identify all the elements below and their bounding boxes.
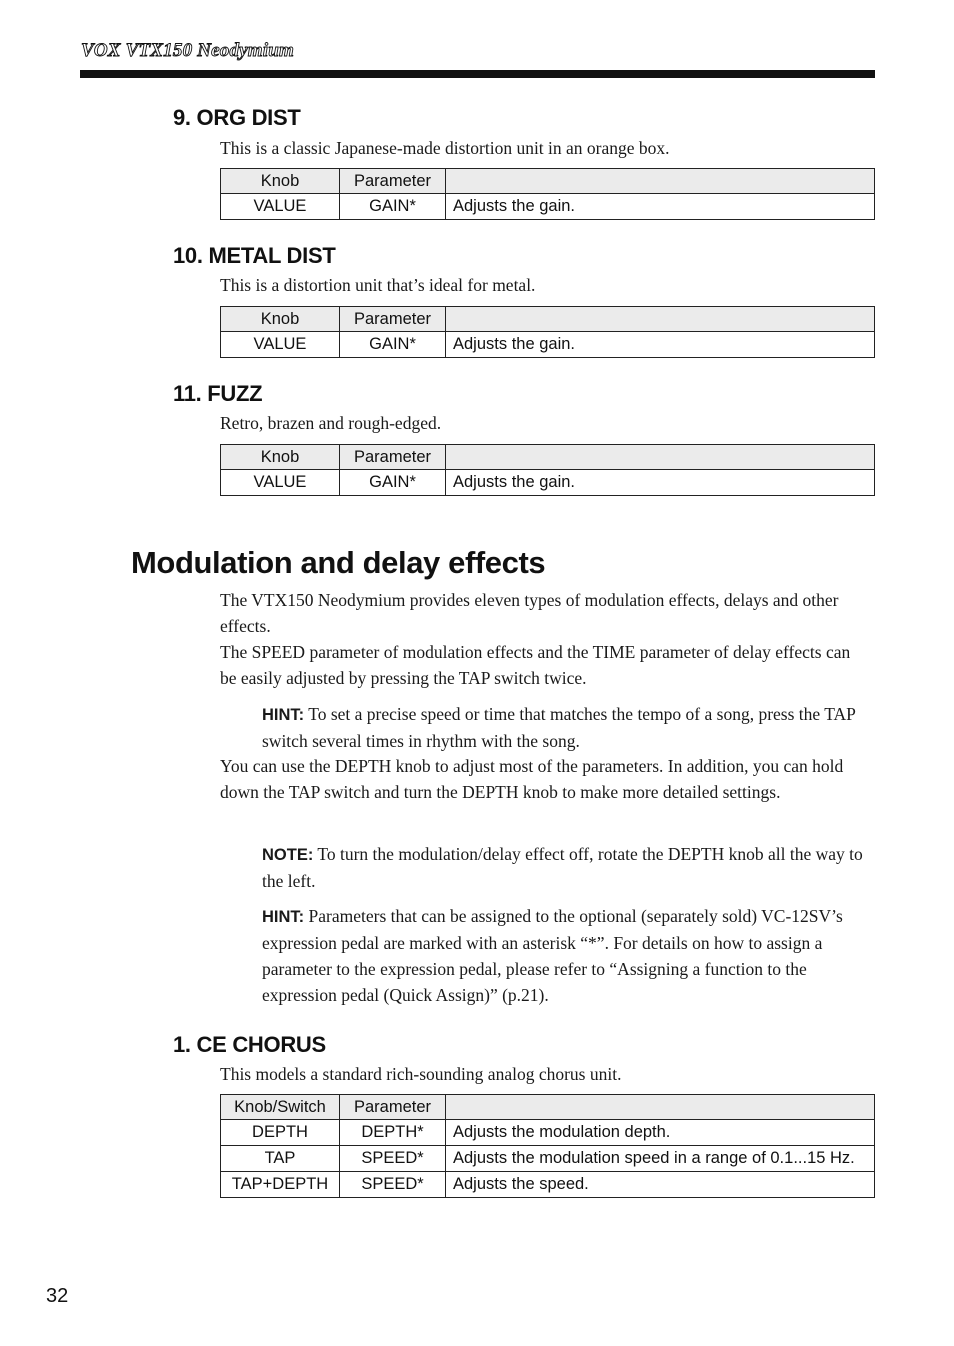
header-rule xyxy=(80,70,875,78)
section-description-fuzz: Retro, brazen and rough-edged. xyxy=(220,413,442,433)
section-description-metal-dist: This is a distortion unit that’s ideal for metal. xyxy=(220,275,536,295)
column-header-parameter: Parameter xyxy=(340,445,446,470)
param-table-org-dist xyxy=(220,168,875,220)
section-description-org-dist: This is a classic Japanese-made distortion unit in an orange box. xyxy=(220,138,670,158)
intro-paragraph: The VTX150 Neodymium provides eleven types of modulation effects, delays and other effects. xyxy=(220,590,839,636)
section-heading-ce-chorus: 1. CE CHORUS xyxy=(173,1032,326,1057)
table-row xyxy=(221,332,875,358)
page-number: 32 xyxy=(46,1285,69,1307)
param-table-fuzz xyxy=(220,444,875,496)
parameter-cell: GAIN* xyxy=(340,332,446,358)
depth-paragraph: You can use the DEPTH knob to adjust most of the parameters. In addition, you can hold down the TAP switch and turn the DEPTH knob to make more detailed settings. xyxy=(220,756,844,802)
note-effect-off xyxy=(262,841,872,894)
hint-tempo xyxy=(262,701,872,754)
table-row xyxy=(221,1146,875,1172)
column-header-knob: Knob xyxy=(221,307,340,332)
param-table-metal-dist xyxy=(220,306,875,358)
table-header-row xyxy=(221,445,875,470)
parameter-cell: SPEED* xyxy=(340,1146,446,1172)
table-header-row xyxy=(221,1095,875,1120)
knob-cell: TAP+DEPTH xyxy=(221,1172,340,1198)
hint-expression-pedal xyxy=(262,903,872,1008)
knob-cell: TAP xyxy=(221,1146,340,1172)
column-header-knob: Knob xyxy=(221,445,340,470)
description-cell: Adjusts the modulation speed in a range of 0.1...15 Hz. xyxy=(446,1146,875,1172)
table-row xyxy=(221,1172,875,1198)
column-header-description xyxy=(446,169,875,194)
table-row xyxy=(221,470,875,496)
param-table-ce-chorus xyxy=(220,1094,875,1198)
section-heading-fuzz: 11. FUZZ xyxy=(173,381,263,406)
table-row xyxy=(221,1120,875,1146)
parameter-cell: SPEED* xyxy=(340,1172,446,1198)
running-header: VOX VTX150 Neodymium xyxy=(81,40,295,61)
description-cell: Adjusts the modulation depth. xyxy=(446,1120,875,1146)
column-header-parameter: Parameter xyxy=(340,1095,446,1120)
column-header-parameter: Parameter xyxy=(340,307,446,332)
column-header-knob-switch: Knob/Switch xyxy=(221,1095,340,1120)
knob-cell: DEPTH xyxy=(221,1120,340,1146)
column-header-description xyxy=(446,307,875,332)
column-header-parameter: Parameter xyxy=(340,169,446,194)
description-cell: Adjusts the gain. xyxy=(446,332,875,358)
parameter-cell: GAIN* xyxy=(340,470,446,496)
hint-text: To set a precise speed or time that matches the tempo of a song, press the TAP switch several times in rhythm with the song. xyxy=(262,704,856,751)
table-header-row xyxy=(221,307,875,332)
parameter-cell: GAIN* xyxy=(340,194,446,220)
parameter-cell: DEPTH* xyxy=(340,1120,446,1146)
section-description-ce-chorus: This models a standard rich-sounding analog chorus unit. xyxy=(220,1064,622,1084)
table-row xyxy=(221,194,875,220)
knob-cell: VALUE xyxy=(221,332,340,358)
note-label: NOTE: xyxy=(262,846,314,864)
description-cell: Adjusts the gain. xyxy=(446,194,875,220)
knob-cell: VALUE xyxy=(221,194,340,220)
note-text: To turn the modulation/delay effect off, rotate the DEPTH knob all the way to the left. xyxy=(262,844,863,891)
hint-label: HINT: xyxy=(262,706,305,724)
column-header-description xyxy=(446,445,875,470)
hint-text: Parameters that can be assigned to the optional (separately sold) VC-12SV’s expression pedal are marked with an asterisk “*”. For details on how to assign a parameter to the expression pedal, please refer to “Assigning a function to the expression pedal (Quick Assign)” (p.21). xyxy=(262,906,843,1005)
chapter-heading: Modulation and delay effects xyxy=(131,545,546,580)
description-cell: Adjusts the gain. xyxy=(446,470,875,496)
knob-cell: VALUE xyxy=(221,470,340,496)
table-header-row xyxy=(221,169,875,194)
hint-label: HINT: xyxy=(262,908,305,926)
column-header-description xyxy=(446,1095,875,1120)
column-header-knob: Knob xyxy=(221,169,340,194)
description-cell: Adjusts the speed. xyxy=(446,1172,875,1198)
speed-paragraph: The SPEED parameter of modulation effects and the TIME parameter of delay effects can be easily adjusted by pressing the TAP switch twice. xyxy=(220,642,851,688)
section-heading-org-dist: 9. ORG DIST xyxy=(173,105,301,130)
section-heading-metal-dist: 10. METAL DIST xyxy=(173,243,336,268)
